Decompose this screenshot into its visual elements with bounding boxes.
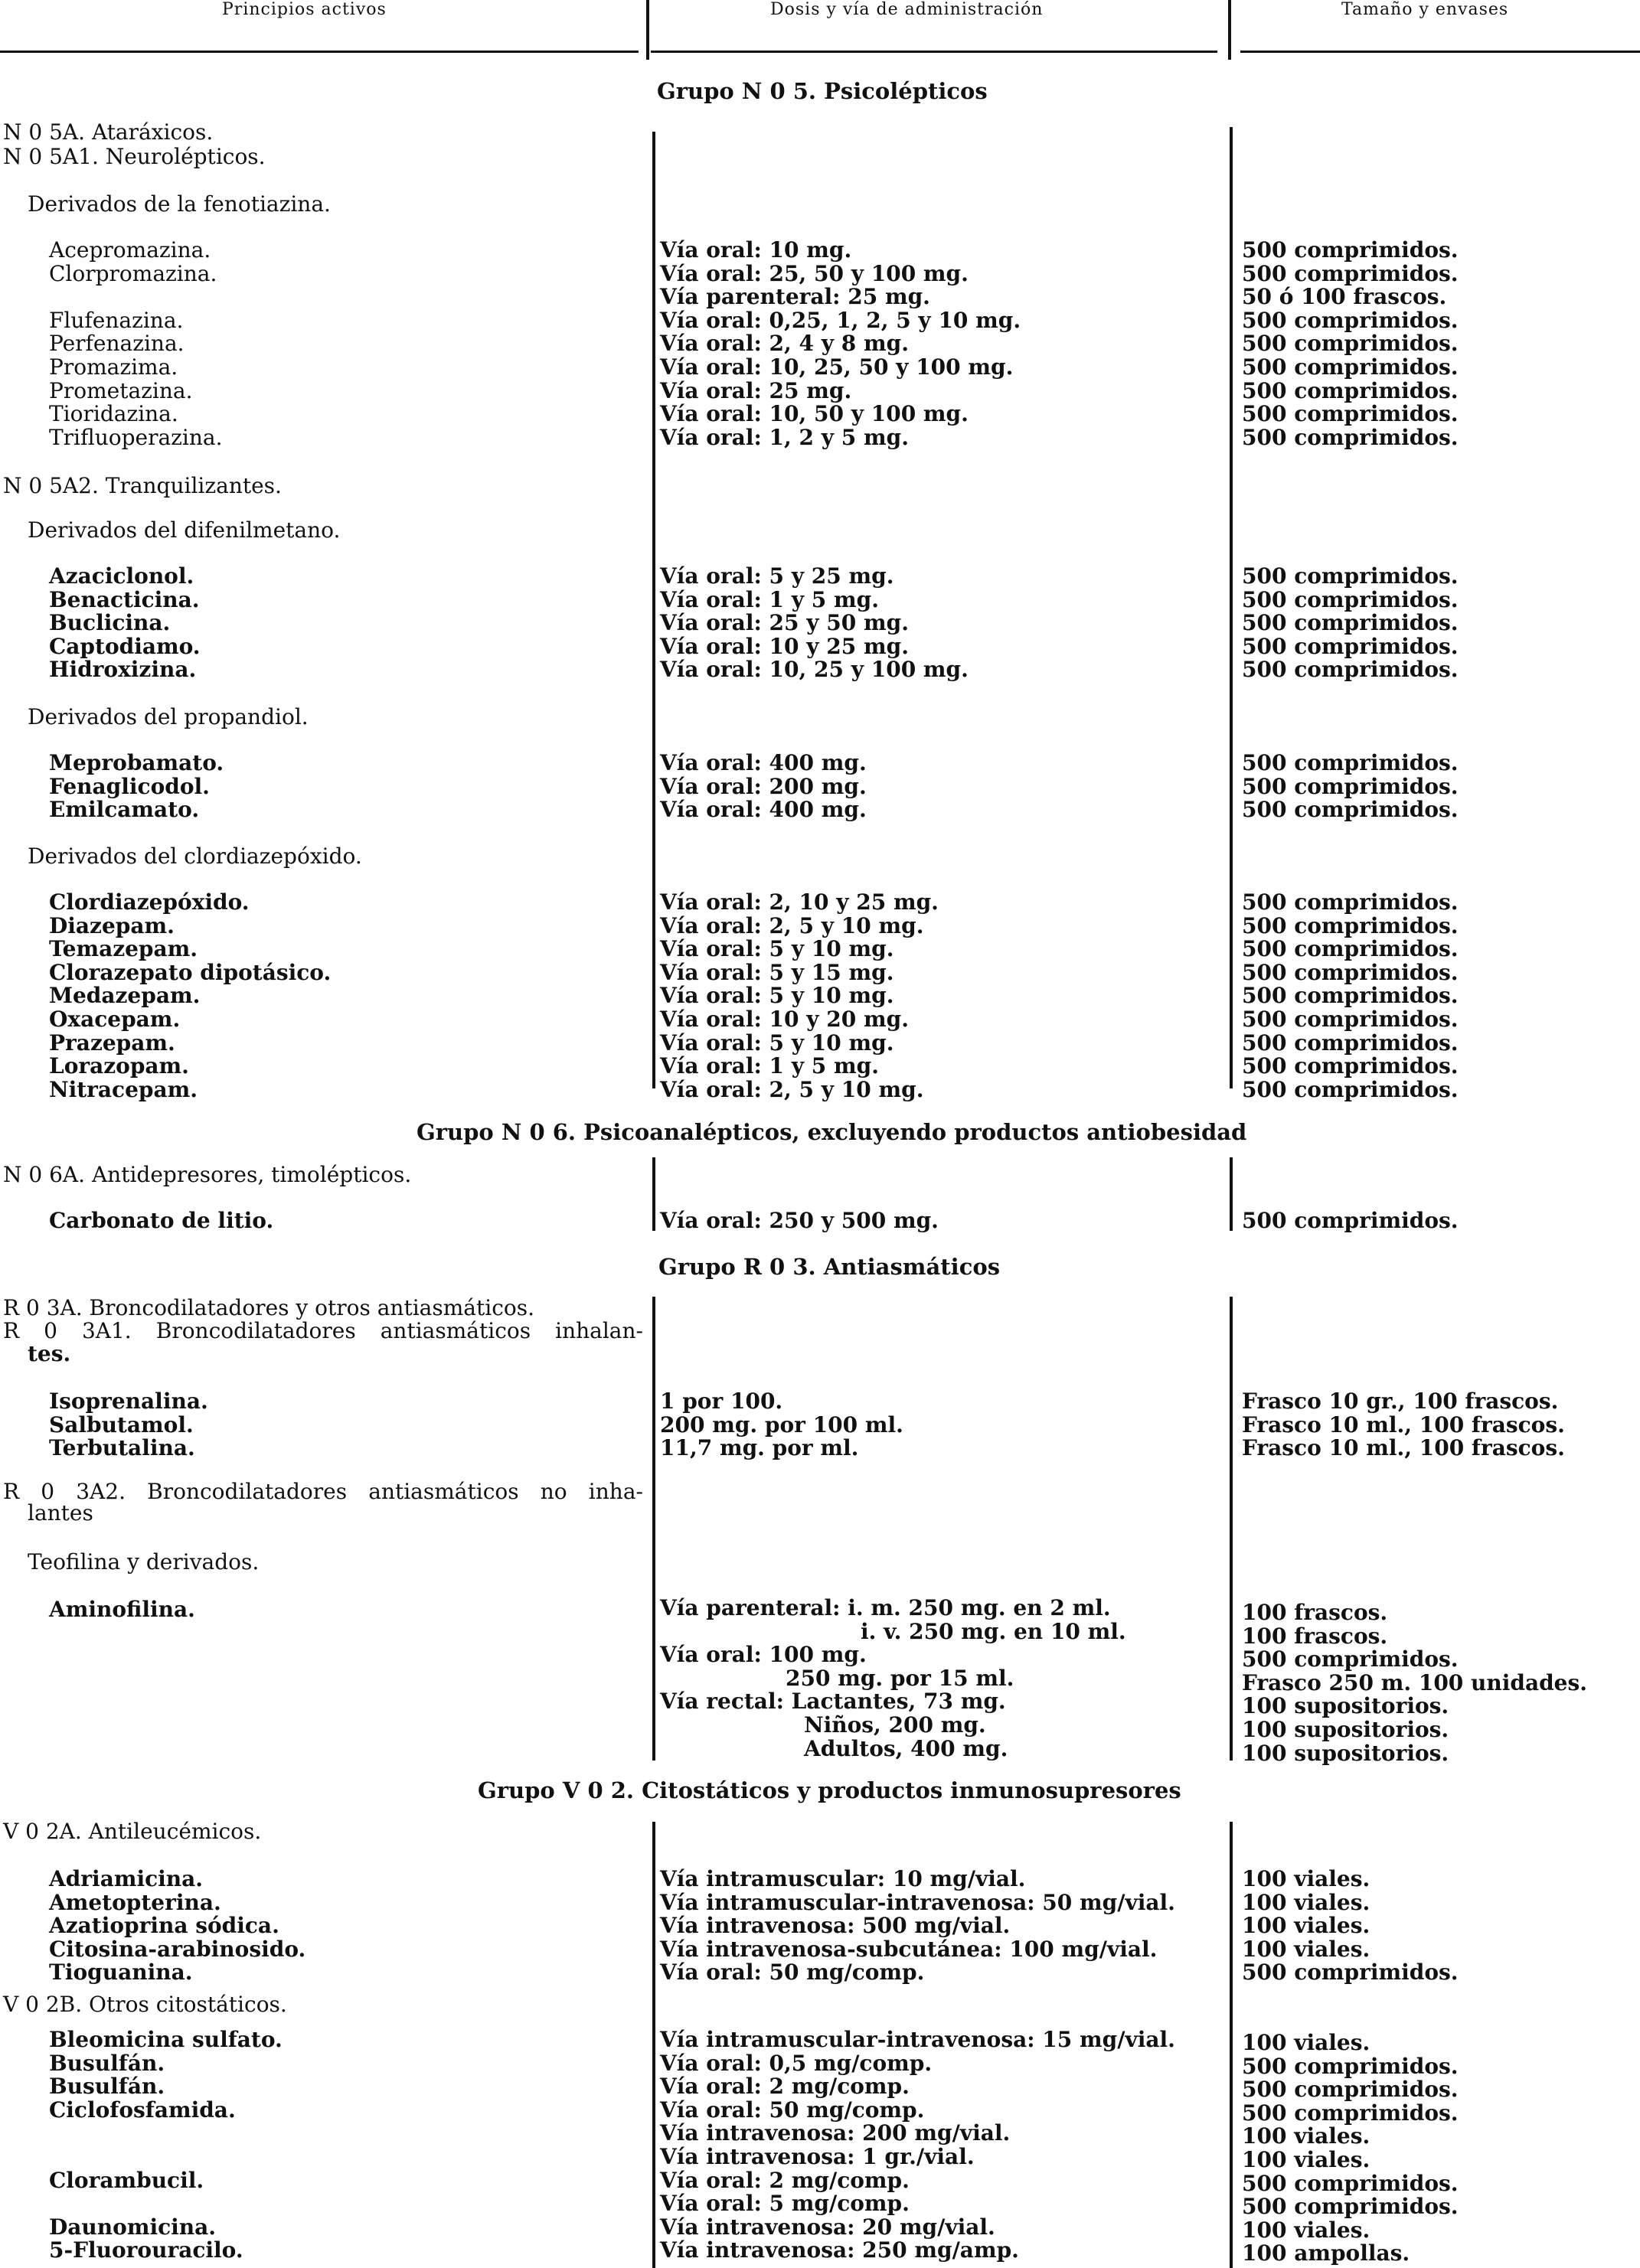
dose-cell: Vía oral: 2, 5 y 10 mg. bbox=[660, 912, 924, 938]
dose-cell: Vía oral: 25 mg. bbox=[660, 377, 852, 403]
section-heading: N 0 5A1. Neurolépticos. bbox=[3, 144, 266, 169]
pack-cell: 500 comprimidos. bbox=[1242, 633, 1459, 659]
drug-name: Busulfán. bbox=[49, 2074, 165, 2100]
dose-cell: Vía oral: 2 mg/comp. bbox=[660, 2074, 910, 2100]
dose-cell: Vía intravenosa: 500 mg/vial. bbox=[660, 1913, 1011, 1939]
dose-cell: Vía parenteral: 25 mg. bbox=[660, 284, 930, 310]
drug-name: Benacticina. bbox=[49, 586, 200, 612]
drug-name: Flufenazina. bbox=[49, 307, 184, 333]
header-rule-3 bbox=[1240, 51, 1640, 53]
pack-cell: 500 comprimidos. bbox=[1242, 750, 1459, 775]
drug-name: Lorazopam. bbox=[49, 1053, 189, 1079]
dose-cell: Vía oral: 0,25, 1, 2, 5 y 10 mg. bbox=[660, 307, 1021, 333]
section-heading-cont: lantes bbox=[28, 1500, 93, 1526]
dose-cell: 250 mg. por 15 ml. bbox=[786, 1665, 1014, 1691]
drug-name: Isoprenalina. bbox=[49, 1389, 208, 1414]
pack-cell: Frasco 10 ml., 100 frascos. bbox=[1242, 1435, 1565, 1461]
pack-cell: 100 viales. bbox=[1242, 2217, 1370, 2243]
drug-name: Citosina-arabinosido. bbox=[49, 1936, 306, 1962]
dose-cell: Vía oral: 10 y 25 mg. bbox=[660, 633, 909, 659]
group-title-r03: Grupo R 0 3. Antiasmáticos bbox=[658, 1254, 1001, 1280]
pack-cell: 500 comprimidos. bbox=[1242, 1646, 1459, 1672]
header-dosis: Dosis y vía de administración bbox=[770, 0, 1044, 19]
pack-cell: 100 viales. bbox=[1242, 1889, 1370, 1915]
group-title-v02: Grupo V 0 2. Citostáticos y productos inmunosupresores bbox=[478, 1777, 1181, 1803]
pack-cell: 500 comprimidos. bbox=[1242, 2077, 1459, 2103]
pack-cell: 100 frascos. bbox=[1242, 1600, 1388, 1625]
subsection-heading: Derivados del clordiazepóxido. bbox=[28, 844, 362, 869]
dose-cell: Vía oral: 5 y 10 mg. bbox=[660, 1030, 894, 1056]
dose-cell: Vía oral: 5 mg/comp. bbox=[660, 2191, 910, 2217]
dose-cell: Vía intravenosa: 1 gr./vial. bbox=[660, 2144, 975, 2169]
column-divider bbox=[1230, 1297, 1233, 1761]
pack-cell: 500 comprimidos. bbox=[1242, 586, 1459, 612]
dose-cell: Niños, 200 mg. bbox=[804, 1712, 986, 1738]
group-title-n05: Grupo N 0 5. Psicolépticos bbox=[657, 78, 988, 104]
drug-name: Trifluoperazina. bbox=[49, 424, 223, 450]
dose-cell: Vía intramuscular-intravenosa: 50 mg/vial. bbox=[660, 1889, 1175, 1915]
dose-cell: Vía intravenosa: 250 mg/amp. bbox=[660, 2237, 1019, 2263]
pack-cell: 500 comprimidos. bbox=[1242, 959, 1459, 985]
drug-name: Hidroxizina. bbox=[49, 657, 197, 683]
dose-cell: Vía oral: 25 y 50 mg. bbox=[660, 610, 909, 636]
drug-name: Acepromazina. bbox=[49, 237, 211, 263]
dose-cell: 200 mg. por 100 ml. bbox=[660, 1411, 903, 1437]
pack-cell: 500 comprimidos. bbox=[1242, 983, 1459, 1009]
drug-name: Clorazepato dipotásico. bbox=[49, 959, 332, 985]
dose-cell: Vía oral: 10, 25 y 100 mg. bbox=[660, 657, 969, 683]
pack-cell: 500 comprimidos. bbox=[1242, 2194, 1459, 2220]
pack-cell: 100 supositorios. bbox=[1242, 1717, 1449, 1742]
drug-name: Diazepam. bbox=[49, 912, 175, 938]
dose-cell: 1 por 100. bbox=[660, 1389, 783, 1414]
section-heading: N 0 5A. Ataráxicos. bbox=[3, 119, 214, 145]
pack-cell: 500 comprimidos. bbox=[1242, 401, 1459, 427]
pack-cell: 500 comprimidos. bbox=[1242, 2053, 1459, 2079]
dose-cell: Vía oral: 2, 4 y 8 mg. bbox=[660, 331, 909, 357]
section-heading: R 0 3A. Broncodilatadores y otros antiasmáticos. bbox=[3, 1295, 534, 1320]
dose-cell: Vía oral: 2, 10 y 25 mg. bbox=[660, 889, 939, 915]
drug-name: Clordiazepóxido. bbox=[49, 889, 250, 915]
dose-cell: i. v. 250 mg. en 10 ml. bbox=[861, 1618, 1126, 1644]
header-tamano: Tamaño y envases bbox=[1341, 0, 1509, 19]
pack-cell: 500 comprimidos. bbox=[1242, 331, 1459, 357]
pack-cell: 100 viales. bbox=[1242, 1913, 1370, 1939]
pack-cell: 500 comprimidos. bbox=[1242, 1960, 1459, 1986]
drug-name: Fenaglicodol. bbox=[49, 773, 210, 799]
drug-name: Captodiamo. bbox=[49, 633, 201, 659]
pack-cell: 500 comprimidos. bbox=[1242, 307, 1459, 333]
dose-cell: Vía oral: 1 y 5 mg. bbox=[660, 1053, 879, 1079]
header-rule-2 bbox=[651, 51, 1217, 53]
pack-cell: 500 comprimidos. bbox=[1242, 936, 1459, 962]
dose-cell: Vía oral: 2, 5 y 10 mg. bbox=[660, 1076, 924, 1102]
drug-name: Aminofilina. bbox=[49, 1597, 195, 1622]
subsection-heading: Derivados del propandiol. bbox=[28, 704, 309, 729]
drug-name: Carbonato de litio. bbox=[49, 1208, 274, 1233]
column-divider bbox=[652, 1297, 655, 1761]
pack-cell: Frasco 250 m. 100 unidades. bbox=[1242, 1669, 1588, 1695]
dose-cell: Vía oral: 5 y 25 mg. bbox=[660, 563, 894, 589]
header-divider-2 bbox=[1228, 0, 1231, 60]
dose-cell: Vía oral: 10 mg. bbox=[660, 237, 852, 263]
pack-cell: 100 viales. bbox=[1242, 2123, 1370, 2149]
dose-cell: Vía oral: 100 mg. bbox=[660, 1642, 867, 1668]
dose-cell: Vía intravenosa: 20 mg/vial. bbox=[660, 2214, 995, 2240]
column-divider bbox=[1230, 1822, 1233, 2268]
drug-name: Bleomicina sulfato. bbox=[49, 2027, 283, 2052]
section-heading: N 0 5A2. Tranquilizantes. bbox=[3, 473, 282, 498]
section-heading: N 0 6A. Antidepresores, timolépticos. bbox=[3, 1162, 412, 1187]
drug-name: Perfenazina. bbox=[49, 331, 185, 357]
drug-name: Salbutamol. bbox=[49, 1411, 194, 1437]
pack-cell: 100 viales. bbox=[1242, 2147, 1370, 2172]
drug-name: Ciclofosfamida. bbox=[49, 2097, 236, 2123]
dose-cell: Vía oral: 5 y 10 mg. bbox=[660, 936, 894, 962]
drug-name: Prazepam. bbox=[49, 1030, 175, 1056]
pack-cell: 500 comprimidos. bbox=[1242, 237, 1459, 263]
drug-name: Azatioprina sódica. bbox=[49, 1913, 279, 1939]
dose-cell: 11,7 mg. por ml. bbox=[660, 1435, 859, 1461]
dose-cell: Vía intramuscular-intravenosa: 15 mg/vial. bbox=[660, 2027, 1175, 2052]
dose-cell: Vía oral: 400 mg. bbox=[660, 797, 867, 823]
drug-name: Oxacepam. bbox=[49, 1007, 181, 1032]
pack-cell: 500 comprimidos. bbox=[1242, 1030, 1459, 1056]
header-principios: Principios activos bbox=[222, 0, 387, 19]
pack-cell: 500 comprimidos. bbox=[1242, 1208, 1459, 1233]
column-divider bbox=[652, 132, 655, 1088]
dose-cell: Vía oral: 250 y 500 mg. bbox=[660, 1208, 939, 1233]
pack-cell: 100 supositorios. bbox=[1242, 1740, 1449, 1766]
drug-name: Ametopterina. bbox=[49, 1889, 221, 1915]
dose-cell: Vía oral: 5 y 10 mg. bbox=[660, 983, 894, 1009]
pack-cell: 500 comprimidos. bbox=[1242, 889, 1459, 915]
section-heading: R 0 3A1. Broncodilatadores antiasmáticos inhalan- bbox=[3, 1318, 643, 1343]
dose-cell: Vía oral: 200 mg. bbox=[660, 773, 867, 799]
dose-cell: Vía parenteral: i. m. 250 mg. en 2 ml. bbox=[660, 1595, 1111, 1620]
dose-cell: Vía intramuscular: 10 mg/vial. bbox=[660, 1866, 1026, 1891]
pack-cell: 100 viales. bbox=[1242, 2030, 1370, 2055]
drug-name: Busulfán. bbox=[49, 2050, 165, 2076]
header-divider-1 bbox=[646, 0, 649, 60]
dose-cell: Vía oral: 5 y 15 mg. bbox=[660, 959, 894, 985]
dose-cell: Vía oral: 0,5 mg/comp. bbox=[660, 2050, 933, 2076]
drug-name: Medazepam. bbox=[49, 983, 201, 1009]
pack-cell: 500 comprimidos. bbox=[1242, 377, 1459, 403]
group-title-n06: Grupo N 0 6. Psicoanalépticos, excluyendo productos antiobesidad bbox=[417, 1119, 1247, 1145]
pack-cell: 500 comprimidos. bbox=[1242, 260, 1459, 286]
pack-cell: 500 comprimidos. bbox=[1242, 610, 1459, 636]
drug-name: Clorambucil. bbox=[49, 2167, 204, 2193]
drug-name: Meprobamato. bbox=[49, 750, 224, 775]
dose-cell: Vía oral: 10 y 20 mg. bbox=[660, 1007, 909, 1032]
dose-cell: Adultos, 400 mg. bbox=[804, 1735, 1008, 1761]
pack-cell: 500 comprimidos. bbox=[1242, 2170, 1459, 2196]
column-divider bbox=[652, 1157, 655, 1231]
dose-cell: Vía oral: 25, 50 y 100 mg. bbox=[660, 260, 969, 286]
drug-name: Clorpromazina. bbox=[49, 260, 217, 286]
column-divider bbox=[1230, 127, 1233, 1088]
drug-name: 5-Fluorouracilo. bbox=[49, 2237, 243, 2263]
subsection-heading: Derivados del difenilmetano. bbox=[28, 517, 341, 543]
pack-cell: 500 comprimidos. bbox=[1242, 2100, 1459, 2126]
drug-name: Daunomicina. bbox=[49, 2214, 217, 2240]
drug-name: Prometazina. bbox=[49, 377, 193, 403]
drug-name: Tioguanina. bbox=[49, 1960, 193, 1986]
dose-cell: Vía oral: 1, 2 y 5 mg. bbox=[660, 424, 909, 450]
pack-cell: Frasco 10 ml., 100 frascos. bbox=[1242, 1411, 1565, 1437]
pack-cell: 500 comprimidos. bbox=[1242, 1076, 1459, 1102]
pack-cell: 50 ó 100 frascos. bbox=[1242, 284, 1447, 310]
subsection-heading: Derivados de la fenotiazina. bbox=[28, 191, 331, 217]
section-heading: R 0 3A2. Broncodilatadores antiasmáticos no inha- bbox=[3, 1479, 643, 1504]
pack-cell: 500 comprimidos. bbox=[1242, 797, 1459, 823]
header-rule-1 bbox=[0, 51, 639, 53]
pack-cell: 100 frascos. bbox=[1242, 1623, 1388, 1649]
pack-cell: 500 comprimidos. bbox=[1242, 424, 1459, 450]
dose-cell: Vía rectal: Lactantes, 73 mg. bbox=[660, 1689, 1006, 1715]
column-divider bbox=[652, 1822, 655, 2268]
section-heading: V 0 2A. Antileucémicos. bbox=[3, 1819, 262, 1844]
pack-cell: 500 comprimidos. bbox=[1242, 354, 1459, 380]
pack-cell: 100 supositorios. bbox=[1242, 1693, 1449, 1719]
drug-name: Azaciclonol. bbox=[49, 563, 194, 589]
subsection-heading: Teofilina y derivados. bbox=[28, 1549, 260, 1575]
pack-cell: 500 comprimidos. bbox=[1242, 657, 1459, 683]
section-heading-cont: tes. bbox=[28, 1341, 71, 1366]
dose-cell: Vía oral: 400 mg. bbox=[660, 750, 867, 775]
pack-cell: 500 comprimidos. bbox=[1242, 1053, 1459, 1079]
dose-cell: Vía oral: 10, 25, 50 y 100 mg. bbox=[660, 354, 1014, 380]
drug-name: Promazima. bbox=[49, 354, 178, 380]
column-divider bbox=[1230, 1157, 1233, 1231]
dose-cell: Vía oral: 50 mg/comp. bbox=[660, 2097, 925, 2123]
drug-name: Terbutalina. bbox=[49, 1435, 195, 1461]
pack-cell: Frasco 10 gr., 100 frascos. bbox=[1242, 1389, 1559, 1414]
dose-cell: Vía oral: 1 y 5 mg. bbox=[660, 586, 879, 612]
pack-cell: 100 viales. bbox=[1242, 1866, 1370, 1891]
drug-name: Emilcamato. bbox=[49, 797, 200, 823]
dose-cell: Vía intravenosa: 200 mg/vial. bbox=[660, 2120, 1011, 2146]
drug-name: Tioridazina. bbox=[49, 401, 178, 427]
dose-cell: Vía oral: 50 mg/comp. bbox=[660, 1960, 925, 1986]
dose-cell: Vía intravenosa-subcutánea: 100 mg/vial. bbox=[660, 1936, 1158, 1962]
pack-cell: 100 viales. bbox=[1242, 1936, 1370, 1962]
drug-name: Adriamicina. bbox=[49, 1866, 204, 1891]
dose-cell: Vía oral: 10, 50 y 100 mg. bbox=[660, 401, 969, 427]
drug-name: Nitracepam. bbox=[49, 1076, 198, 1102]
drug-name: Buclicina. bbox=[49, 610, 171, 636]
pack-cell: 500 comprimidos. bbox=[1242, 912, 1459, 938]
pack-cell: 100 ampollas. bbox=[1242, 2240, 1410, 2266]
pack-cell: 500 comprimidos. bbox=[1242, 773, 1459, 799]
pack-cell: 500 comprimidos. bbox=[1242, 1007, 1459, 1032]
drug-name: Temazepam. bbox=[49, 936, 198, 962]
pack-cell: 500 comprimidos. bbox=[1242, 563, 1459, 589]
section-heading: V 0 2B. Otros citostáticos. bbox=[3, 1992, 287, 2017]
dose-cell: Vía oral: 2 mg/comp. bbox=[660, 2167, 910, 2193]
